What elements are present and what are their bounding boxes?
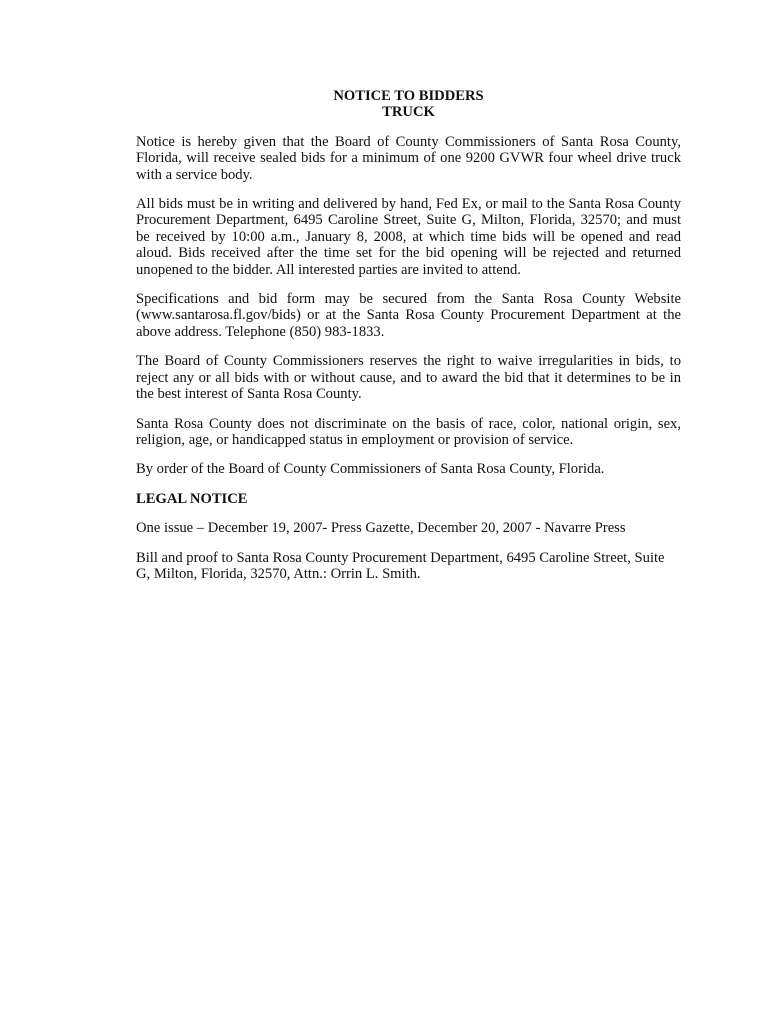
paragraph-billing: Bill and proof to Santa Rosa County Procurement Department, 6495 Caroline Street, Suite G, Milton, Florida, 32570, Attn.: Orrin L. Smith. [136,549,665,582]
paragraph-nondiscrimination: Santa Rosa County does not discriminate on the basis of race, color, national origin, sex, religion, age, or handicapped status in employment or provision of service. [136,415,681,448]
paragraph-delivery: All bids must be in writing and delivered by hand, Fed Ex, or mail to the Santa Rosa County Procurement Department, 6495 Caroline Street, Suite G, Milton, Florida, 32570; and must be received by 10:00 a.m., January 8, 2008, at which time bids will be opened and read aloud. Bids received after the time set for the bid opening will be rejected and returned unopened to the bidder. All interested parties are invited to attend. [136,196,681,278]
title-line-2: TRUCK [382,104,435,121]
paragraph-publication: One issue – December 19, 2007- Press Gazette, December 20, 2007 - Navarre Press [136,520,626,537]
paragraph-order: By order of the Board of County Commissioners of Santa Rosa County, Florida. [136,461,605,478]
title-line-1: NOTICE TO BIDDERS [333,88,484,104]
paragraph-intro: Notice is hereby given that the Board of County Commissioners of Santa Rosa County, Florida, will receive sealed bids for a minimum of one 9200 GVWR four wheel drive truck with a service body. [136,133,681,183]
legal-notice-heading: LEGAL NOTICE [136,490,248,507]
notice-body [136,88,681,582]
paragraph-specifications: Specifications and bid form may be secured from the Santa Rosa County Website (www.santarosa.fl.gov/bids) or at the Santa Rosa County Procurement Department at the above address. Telephone (850) 983-1833. [136,291,681,340]
notice-title [136,88,681,121]
paragraph-rights: The Board of County Commissioners reserves the right to waive irregularities in bids, to reject any or all bids with or without cause, and to award the bid that it determines to be in the best interest of Santa Rosa County. [136,353,681,403]
